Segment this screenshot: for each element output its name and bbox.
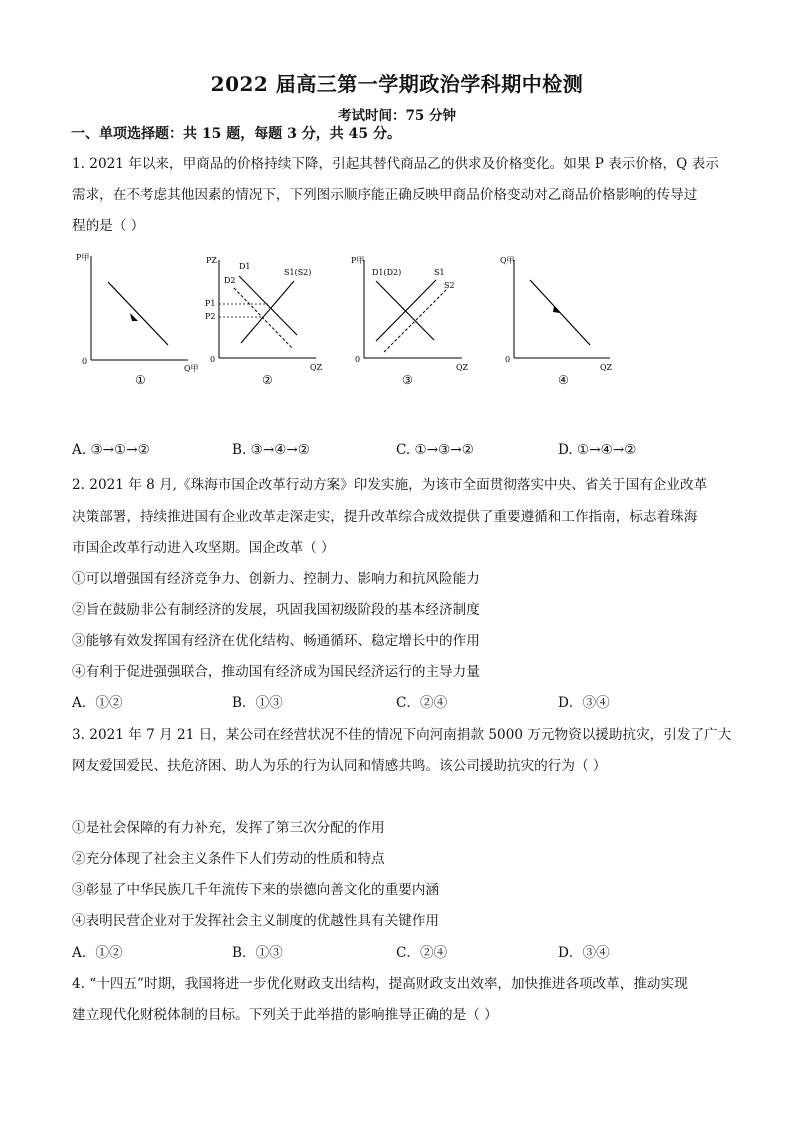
q1-stem-line: 需求，在不考虑其他因素的情况下，下列图示顺序能正确反映甲商品价格变动对乙商品价格影响的传导过: [72, 187, 698, 203]
q3-option-b[interactable]: B．①③: [232, 945, 283, 961]
q3-statement: ④表明民营企业对于发挥社会主义制度的优越性具有关键作用: [72, 913, 440, 929]
demand-trend-line: [530, 280, 590, 345]
q1-graph-1: [72, 248, 202, 388]
q1-option-a[interactable]: A. ③→①→②: [72, 442, 150, 458]
up-arrow-icon: [553, 306, 560, 313]
q3-statement: ③彰显了中华民族几千年流传下来的崇德向善文化的重要内涵: [72, 882, 440, 898]
section-heading: 一、单项选择题：共 15 题，每题 3 分，共 45 分。: [71, 126, 401, 142]
y-axis-label: Q甲: [500, 256, 515, 265]
q3-stem-line: 网友爱国爱民、扶危济困、助人为乐的行为认同和情感共鸣。该公司援助抗灾的行为（ ）: [72, 758, 607, 774]
down-arrow-icon: [130, 313, 138, 321]
demand-curve-d1d2: [376, 281, 434, 340]
q2-statement: ④有利于促进强强联合，推动国有经济成为国民经济运行的主导力量: [72, 664, 480, 680]
q1-option-b[interactable]: B. ③→④→②: [232, 442, 310, 458]
q3-option-a[interactable]: A．①②: [72, 945, 123, 961]
exam-duration: 考试时间：75 分钟: [338, 108, 456, 124]
curve-label-s1: S1: [434, 268, 445, 277]
q1-options: [72, 442, 712, 460]
q2-stem-line: 决策部署，持续推进国有企业改革走深走实，提升改革综合成效提供了重要遵循和工作指南，标志着珠海: [72, 509, 698, 525]
curve-label-d1: D1: [239, 262, 251, 271]
y-axis-label: P甲: [76, 253, 90, 262]
q2-stem-line: 市国企改革行动进入攻坚期。国企改革（ ）: [72, 540, 335, 556]
q2-option-b[interactable]: B．①③: [232, 695, 283, 711]
q3-statement: ②充分体现了社会主义条件下人们劳动的性质和特点: [72, 851, 385, 867]
q2-option-d[interactable]: D．③④: [558, 695, 610, 711]
y-axis-label: P甲: [351, 256, 365, 265]
price-trend-line: [108, 282, 168, 345]
exam-title: 2022 届高三第一学期政治学科期中检测: [210, 72, 584, 96]
x-axis-label: QZ: [310, 363, 323, 372]
q2-option-c[interactable]: C．②④: [396, 695, 448, 711]
q2-options: [72, 691, 712, 709]
curve-label-d1d2: D1(D2): [372, 268, 402, 277]
curve-label-s1s2: S1(S2): [284, 268, 312, 277]
graph-number: ①: [135, 373, 146, 387]
q1-stem-line: 1. 2021 年以来，甲商品的价格持续下降，引起其替代商品乙的供求及价格变化。如果 P 表示价格，Q 表示: [72, 156, 719, 172]
supply-curve-s1: [241, 281, 294, 343]
q1-option-c[interactable]: C. ①→③→②: [396, 442, 474, 458]
q1-graph-4: [496, 248, 626, 388]
origin-label: 0: [505, 355, 511, 364]
curve-label-d2: D2: [224, 276, 236, 285]
curve-label-s2: S2: [444, 281, 455, 290]
supply-curve-s1: [376, 280, 436, 341]
q2-statement: ③能够有效发挥国有经济在优化结构、畅通循环、稳定增长中的作用: [72, 633, 480, 649]
q4-stem-line: 4. “十四五”时期，我国将进一步优化财政支出结构，提高财政支出效率，加快推进各项改革，推动实现: [72, 976, 688, 992]
q3-option-d[interactable]: D．③④: [558, 945, 610, 961]
q3-statement: ①是社会保障的有力补充，发挥了第三次分配的作用: [72, 820, 385, 836]
y-axis-label: PZ: [206, 256, 217, 265]
q1-option-d[interactable]: D. ①→④→②: [558, 442, 637, 458]
graph-number: ④: [558, 373, 569, 387]
q1-graph-3: [350, 248, 480, 388]
q2-stem-line: 2. 2021 年 8 月,《珠海市国企改革行动方案》印发实施，为该市全面贯彻落实中央、省关于国有企业改革: [72, 477, 708, 493]
x-axis-label: Q甲: [184, 364, 199, 373]
graph-number: ②: [262, 373, 273, 387]
q2-option-a[interactable]: A．①②: [72, 695, 123, 711]
graph-number: ③: [402, 373, 413, 387]
q4-stem-line: 建立现代化财税体制的目标。下列关于此举措的影响推导正确的是（ ）: [72, 1007, 498, 1023]
q1-stem-line: 程的是（ ）: [72, 218, 145, 234]
q3-options: [72, 941, 712, 959]
demand-curve-d1: [239, 276, 297, 335]
x-axis-label: QZ: [456, 363, 469, 372]
q1-graph-2: [204, 248, 334, 388]
q2-statement: ①可以增强国有经济竞争力、创新力、控制力、影响力和抗风险能力: [72, 571, 480, 587]
x-axis-label: QZ: [600, 363, 613, 372]
level-label-p2: P2: [205, 312, 216, 321]
q3-stem-line: 3. 2021 年 7 月 21 日，某公司在经营状况不佳的情况下向河南捐款 5000 万元物资以援助抗灾，引发了广大: [72, 727, 732, 743]
origin-label: 0: [210, 355, 216, 364]
origin-label: 0: [82, 357, 88, 366]
q3-option-c[interactable]: C．②④: [396, 945, 448, 961]
origin-label: 0: [355, 355, 361, 364]
q2-statement: ②旨在鼓励非公有制经济的发展，巩固我国初级阶段的基本经济制度: [72, 602, 480, 618]
level-label-p1: P1: [205, 299, 216, 308]
